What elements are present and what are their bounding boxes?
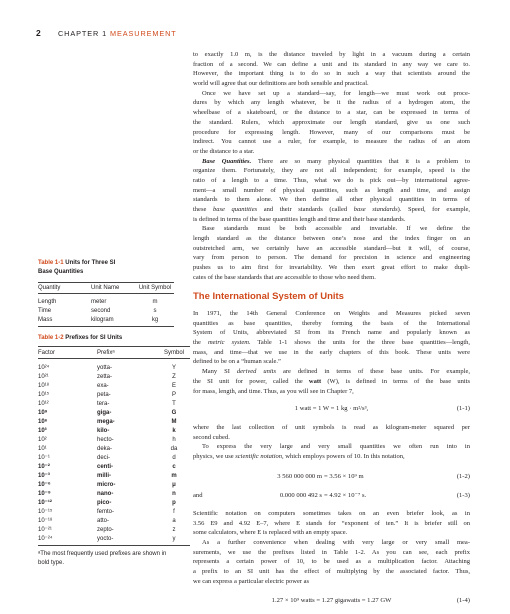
column-header: Quantity xyxy=(38,285,61,291)
paragraph xyxy=(193,89,470,157)
text-run: System of Units, abbreviated SI from its French name and popularly known as xyxy=(193,329,470,337)
symbol-cell: P xyxy=(171,392,176,398)
text-run: where the last collection of unit symbols is read as kilogram-meter squared per xyxy=(193,424,470,431)
factor-cell: 10²⁴ xyxy=(38,365,50,371)
text-run: wheelbase of a skateboard, or the distance to a star, can be expressed in terms of xyxy=(193,109,470,117)
paragraph xyxy=(193,423,470,442)
paragraph xyxy=(193,50,470,89)
text-run: base quantities xyxy=(212,206,258,213)
equation-number: (1-3) xyxy=(456,492,470,499)
text-line xyxy=(193,309,470,319)
table-1-1 xyxy=(38,282,174,327)
text-run: In 1971, the 14th General Conference on Weights and Measures picked seven xyxy=(193,310,470,317)
symbol-cell: T xyxy=(172,401,176,407)
symbol-cell: da xyxy=(170,446,178,452)
factor-cell: 10⁶ xyxy=(38,419,48,425)
symbol-cell: μ xyxy=(172,482,176,488)
factor-cell: 10¹ xyxy=(38,446,47,452)
column-header: Prefixᵃ xyxy=(97,350,115,356)
quantity-cell: Length xyxy=(38,298,57,305)
text-run: and their standards (called xyxy=(257,206,354,213)
text-block xyxy=(193,309,470,396)
equation-lead-word: and xyxy=(193,492,203,499)
text-line xyxy=(193,98,470,108)
prefix-cell: yocto- xyxy=(97,536,114,542)
text-run: Base standards must be both accessible and invariable. If we define the xyxy=(202,225,470,233)
table-row xyxy=(38,316,174,325)
text-block xyxy=(193,50,470,283)
text-run: . Table 1-1 shows the units for the three base quantities—length, xyxy=(248,339,470,347)
text-run: Many SI xyxy=(202,368,237,376)
factor-cell: 10³ xyxy=(38,428,47,434)
table-row xyxy=(38,427,190,436)
factor-cell: 10²¹ xyxy=(38,374,49,380)
table-title: Prefixes for SI Units xyxy=(65,334,123,341)
text-line xyxy=(193,137,470,147)
factor-cell: 10¹⁸ xyxy=(38,383,50,389)
text-run: However, the important thing is to do so in such a way that scientists around the xyxy=(193,70,470,78)
text-line xyxy=(193,89,470,99)
text-run: world will agree that our definitions are both sensible and practical. xyxy=(193,80,369,88)
prefix-cell: yotta- xyxy=(97,365,113,371)
text-line xyxy=(193,195,470,205)
text-run: a prefix to an SI unit has the effect of multiplying by the associated factor. Thus, xyxy=(193,568,470,576)
paragraph xyxy=(193,367,470,396)
symbol-cell: c xyxy=(172,464,176,470)
table-row xyxy=(38,391,190,400)
text-run: pushes us to aim first for invariability. We then exert great effort to make dupli- xyxy=(193,264,470,272)
text-run: metric system xyxy=(207,339,249,347)
table-row xyxy=(38,445,190,454)
equation-number: (1-4) xyxy=(456,597,470,604)
equation-1-2 xyxy=(193,472,470,482)
symbol-cell: f xyxy=(173,509,175,515)
prefix-cell: nano- xyxy=(97,491,114,497)
symbol-cell: m xyxy=(171,473,177,479)
running-header xyxy=(58,28,177,40)
symbol-cell: Y xyxy=(171,365,176,371)
text-line xyxy=(193,338,470,348)
table-title: Units for Three SI xyxy=(65,260,116,266)
text-run: defined to be on a “human scale.” xyxy=(193,358,281,366)
table-row xyxy=(38,418,190,427)
symbol-cell: y xyxy=(172,536,176,542)
table-row xyxy=(38,481,190,490)
text-run: ratio of a length to a time. Thus, what we do is pick out—by international agree- xyxy=(193,176,470,184)
table-row xyxy=(38,526,190,535)
text-line xyxy=(193,69,470,79)
text-line xyxy=(193,442,470,452)
equation-left-side: 3 560 000 000 m xyxy=(277,473,322,480)
text-run: to exactly 1.0 m, is the distance traveled by light in a vacuum during a certain xyxy=(193,51,470,58)
text-run: quantities as base quantities, thereby forming the basis of the International xyxy=(193,319,470,327)
text-run: procedure for expressing length. However, many of our comparisons must be xyxy=(193,128,470,136)
table-footnote xyxy=(38,550,166,568)
table-body xyxy=(38,359,190,545)
text-line xyxy=(193,60,470,70)
factor-cell: 10⁻¹⁸ xyxy=(38,518,53,524)
equation-left-side: 0.000 000 492 s xyxy=(279,492,322,499)
text-run: represents a certain power of 10, to be used as a multiplication factor. Attaching xyxy=(193,558,470,566)
text-line xyxy=(193,128,470,138)
text-run: length standard as the distance between one’s nose and the index finger on an xyxy=(193,235,470,243)
column-header: Unit Name xyxy=(91,285,120,291)
symbol-cell: n xyxy=(172,491,176,497)
unit-name-cell: second xyxy=(91,307,111,314)
unit-symbol-cell: m xyxy=(152,298,158,305)
footnote-line: ᵃThe most frequently used prefixes are shown in xyxy=(38,551,167,557)
equation-number: (1-2) xyxy=(456,473,470,480)
text-line xyxy=(193,147,470,157)
text-line xyxy=(193,377,470,387)
text-run: the SI unit for power, called the xyxy=(193,377,309,385)
quantity-cell: Time xyxy=(38,307,52,314)
text-line xyxy=(193,567,470,577)
text-line xyxy=(193,357,470,367)
table-row xyxy=(38,409,190,418)
text-line xyxy=(193,577,470,587)
prefix-cell: femto- xyxy=(97,509,115,515)
text-line xyxy=(193,79,470,89)
text-line xyxy=(193,205,470,215)
text-run: mass, and time—that we use in the early chapters of this book. These units were xyxy=(193,348,470,356)
prefix-cell: zetta- xyxy=(97,374,113,380)
text-line xyxy=(193,166,470,176)
text-line xyxy=(193,433,470,443)
factor-cell: 10⁻⁹ xyxy=(38,491,51,497)
text-run: ). Speed, for example, xyxy=(397,206,470,213)
unit-symbol-cell: s xyxy=(153,307,157,314)
text-line xyxy=(193,528,470,538)
prefix-cell: pico- xyxy=(97,500,112,506)
factor-cell: 10⁻²¹ xyxy=(38,527,52,533)
text-run: we can express a particular electric power as xyxy=(193,577,310,585)
text-run: As a further convenience when dealing with very large or very small mea- xyxy=(202,539,470,547)
text-line xyxy=(193,557,470,567)
symbol-cell: M xyxy=(171,419,177,425)
unit-symbol-cell: kg xyxy=(151,316,159,323)
text-run: indirect. You cannot use a ruler, for example, to measure the radius of an atom xyxy=(193,138,470,146)
text-line xyxy=(193,423,470,433)
text-run: Scientific notation on computers sometimes takes on an even briefer look, as in xyxy=(193,510,470,517)
table-1-1-caption xyxy=(38,259,115,277)
unit-name-cell: meter xyxy=(91,298,107,305)
text-line xyxy=(193,452,470,462)
paragraph xyxy=(193,538,470,586)
table-row xyxy=(38,298,174,307)
text-block xyxy=(193,423,470,462)
text-line xyxy=(193,234,470,244)
text-run: vary from person to person. The demand for precision in science and engineering xyxy=(193,254,470,262)
factor-cell: 10⁻³ xyxy=(38,473,50,479)
factor-cell: 10⁻²⁴ xyxy=(38,536,53,542)
table-row xyxy=(38,499,190,508)
text-run: dures by which any length whatever, be it the radius of a hydrogen atom, the xyxy=(193,99,470,107)
table-row xyxy=(38,454,190,463)
prefix-cell: centi- xyxy=(97,464,114,470)
symbol-cell: a xyxy=(172,518,176,524)
text-line xyxy=(193,387,470,397)
equation-1-1 xyxy=(193,404,470,414)
text-run: To express the very large and very small quantities we often run into in xyxy=(202,443,470,451)
symbol-cell: k xyxy=(172,428,176,434)
text-run: standards to them alone. We then define all other physical quantities in terms of xyxy=(193,196,470,204)
table-row xyxy=(38,490,190,499)
prefix-cell: zepto- xyxy=(97,527,114,533)
text-line xyxy=(193,118,470,128)
text-line xyxy=(193,50,470,60)
factor-cell: 10⁻¹⁵ xyxy=(38,509,53,515)
paragraph xyxy=(193,509,470,538)
factor-cell: 10⁻¹² xyxy=(38,500,52,506)
equation-1-3 xyxy=(193,491,470,501)
factor-cell: 10⁹ xyxy=(38,410,48,416)
text-line xyxy=(193,263,470,273)
text-line xyxy=(193,186,470,196)
text-run: the xyxy=(193,339,208,347)
table-header-row xyxy=(38,347,190,359)
text-run: second cubed. xyxy=(193,433,230,441)
text-run: outstretched arm, we certainly have an accessible standard—but it will, of course, xyxy=(193,244,470,252)
paragraph xyxy=(193,157,470,225)
prefix-cell: giga- xyxy=(97,410,112,416)
prefix-cell: kilo- xyxy=(97,428,110,434)
paragraph xyxy=(193,309,470,367)
text-run: physics, we use xyxy=(193,453,236,461)
paragraph xyxy=(193,442,470,461)
table-row xyxy=(38,373,190,382)
equation-expression: 1 watt = 1 W = 1 kg · m²/s³, xyxy=(294,405,369,412)
text-line xyxy=(193,273,470,283)
text-line xyxy=(193,509,470,519)
unit-name-cell: kilogram xyxy=(91,316,114,323)
text-block xyxy=(193,509,470,587)
factor-cell: 10⁻¹ xyxy=(38,455,50,461)
table-row xyxy=(38,463,190,472)
column-header: Unit Symbol xyxy=(138,285,172,291)
paragraph xyxy=(193,224,470,282)
text-line xyxy=(193,319,470,329)
text-run: cates of the base standards that are accessible to those who need them. xyxy=(193,273,376,281)
page-number: 2 xyxy=(36,28,41,38)
text-run: watt xyxy=(308,377,322,385)
factor-cell: 10⁻² xyxy=(38,464,50,470)
text-line xyxy=(193,348,470,358)
text-run: 3.56 E9 and 4.92 E–7, where E stands for “exponent of ten.” It is briefer still on xyxy=(193,519,470,527)
symbol-cell: G xyxy=(171,410,177,416)
symbol-cell: Z xyxy=(172,374,176,380)
column-header: Factor xyxy=(38,350,56,356)
prefix-cell: deka- xyxy=(97,446,113,452)
text-run: these xyxy=(193,206,213,213)
table-row xyxy=(38,472,190,481)
equation-right-side: = 4.92 × 10⁻⁷ s. xyxy=(324,492,367,499)
text-line xyxy=(193,328,470,338)
table-row xyxy=(38,307,174,316)
text-run: for mass, length, and time. Thus, as you will see in Chapter 7, xyxy=(193,387,354,395)
factor-cell: 10⁻⁶ xyxy=(38,482,51,488)
prefix-cell: peta- xyxy=(97,392,111,398)
table-label: Table 1-2 xyxy=(38,334,64,341)
table-1-2 xyxy=(38,346,190,546)
table-row xyxy=(38,382,190,391)
factor-cell: 10¹⁵ xyxy=(38,392,50,398)
prefix-cell: hecto- xyxy=(97,437,114,443)
table-header-row xyxy=(38,283,174,294)
text-line xyxy=(193,538,470,548)
table-row xyxy=(38,364,190,373)
text-run: Once we have set up a standard—say, for length—we must work out proce- xyxy=(202,89,470,97)
table-row xyxy=(38,535,190,544)
table-row xyxy=(38,517,190,526)
symbol-cell: z xyxy=(172,527,176,533)
text-run: (W), is defined in terms of the base units xyxy=(321,377,470,385)
prefix-cell: mega- xyxy=(97,419,115,425)
footnote-line: bold type. xyxy=(38,560,65,566)
text-line xyxy=(193,253,470,263)
prefix-cell: tera- xyxy=(97,401,110,407)
table-label: Table 1-1 xyxy=(38,260,64,266)
text-line xyxy=(193,519,470,529)
column-header: Symbol xyxy=(163,350,184,356)
symbol-cell: h xyxy=(172,437,176,443)
text-run: are defined in terms of these base units. For example, xyxy=(276,368,470,376)
table-title: Base Quantities xyxy=(38,269,84,275)
prefix-cell: atto- xyxy=(97,518,110,524)
equation-number: (1-1) xyxy=(456,405,470,412)
text-run: surements, we use the prefixes listed in Table 1-2. As you can see, each prefix xyxy=(193,548,470,556)
table-body xyxy=(38,294,174,326)
text-line xyxy=(193,108,470,118)
text-run: fraction of a second. We can define a unit and its standard in any way we care to. xyxy=(193,60,470,68)
text-run: scientific notation xyxy=(235,453,283,461)
symbol-cell: E xyxy=(171,383,176,389)
prefix-cell: exa- xyxy=(97,383,109,389)
text-line xyxy=(193,367,470,377)
chapter-title: MEASUREMENT xyxy=(110,28,177,38)
chapter-label: CHAPTER 1 xyxy=(58,28,108,38)
text-run: There are so many physical quantities that it is a problem to xyxy=(251,157,470,165)
text-line xyxy=(193,215,470,225)
table-row xyxy=(38,436,190,445)
symbol-cell: d xyxy=(172,455,176,461)
text-line xyxy=(193,176,470,186)
equation-1-4 xyxy=(193,596,470,606)
text-line xyxy=(193,157,470,167)
table-row xyxy=(38,508,190,517)
table-row xyxy=(38,400,190,409)
table-1-2-caption xyxy=(38,334,122,343)
text-run: , which employs powers of 10. In this notation, xyxy=(282,453,405,461)
text-run: some calculators, where E is replaced with an empty space. xyxy=(193,529,348,537)
prefix-cell: milli- xyxy=(97,473,112,479)
text-run: derived units xyxy=(236,368,277,376)
quantity-cell: Mass xyxy=(38,316,53,323)
text-run: ment—a small number of physical quantities, such as length and time, and assign xyxy=(193,186,470,194)
text-run: Base Quantities. xyxy=(202,157,252,165)
text-run: base standards xyxy=(353,206,398,213)
text-line xyxy=(193,548,470,558)
symbol-cell: p xyxy=(172,500,176,506)
text-line xyxy=(193,244,470,254)
factor-cell: 10¹² xyxy=(38,401,49,407)
text-run: organize them. Fortunately, they are not all independent; for example, speed is the xyxy=(193,167,470,175)
text-run: is defined in terms of the base quantities length and time and their base standards. xyxy=(193,215,406,223)
equation-expression: 1.27 × 10⁹ watts = 1.27 gigawatts = 1.27 GW xyxy=(271,597,392,604)
section-heading: The International System of Units xyxy=(193,291,344,302)
prefix-cell: micro- xyxy=(97,482,116,488)
prefix-cell: deci- xyxy=(97,455,111,461)
text-line xyxy=(193,224,470,234)
equation-right-side: = 3.56 × 10⁹ m xyxy=(324,473,364,480)
factor-cell: 10² xyxy=(38,437,47,443)
text-run: or the distance to a star. xyxy=(193,147,255,155)
text-run: the standard. Rulers, which approximate our length standard, give us one such xyxy=(193,118,470,126)
